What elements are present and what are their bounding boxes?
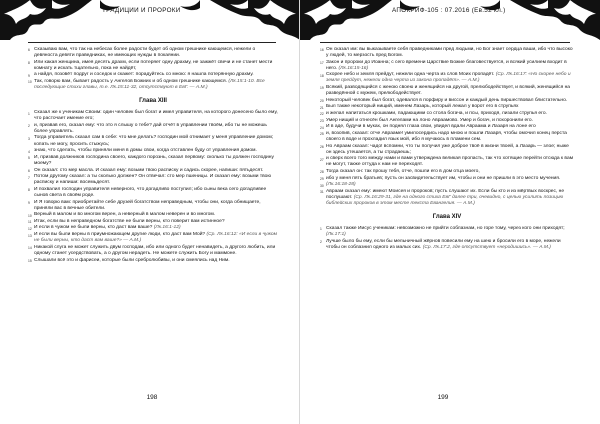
verse-list — [28, 110, 278, 263]
verse — [320, 226, 574, 238]
verse — [320, 85, 574, 97]
verse — [28, 225, 278, 231]
verse-list — [320, 47, 574, 207]
verse — [28, 232, 278, 244]
page-number: 199 — [437, 394, 449, 401]
verse-text: И Я говорю вам: приобретайте себе друзей богатством неправедным, чтобы они, когда обнищаете, приняли вас в вечные обители. — [34, 199, 261, 211]
verse — [320, 131, 574, 143]
header-ornament-right — [300, 0, 600, 40]
verse-text: Слышали всё это и фарисеи, которые были сребролюбивы, и они смеялись над Ним. — [34, 257, 230, 263]
verse — [320, 189, 574, 207]
verse-number: 28 — [320, 170, 324, 175]
verse-note: (Ср. Лк.16:12: «И если в чужом не были верны, кто даст вам ваше?» — А.М.) — [34, 232, 277, 244]
verse-number: 22 — [320, 112, 324, 117]
verse — [28, 123, 278, 135]
verse-number: 9 — [28, 200, 30, 205]
verse — [28, 72, 278, 78]
verse-text: Но Авраам сказал: чадо! вспомни, что ты получил уже доброе твоё в жизни твоей, а Лазарь — злое; ныже он здесь утешается, а ты страдаешь; — [326, 143, 569, 155]
verse-text: Тогда управитель сказал сам в себе: что мне делать? господин мой отнимает у меня управление домом; копать не могу, просить стыжусь; — [34, 135, 274, 147]
verse — [320, 169, 574, 175]
verse-number: 16 — [320, 48, 324, 53]
verse-text: Верный в малом и во многом верен, а неверный в малом неверен и во многом. — [34, 212, 216, 218]
verse — [320, 124, 574, 130]
verse-text: Всякий, разводящийся с женою своею и женящийся на другой, прелюбодействует, и всякий, женящийся на разведённой с мужем, прелюбодействует. — [326, 85, 571, 97]
verse — [320, 111, 574, 117]
verse-text: Скорее небо и земля прейдут, нежели одна черта из слов Моих пропадёт. — [326, 72, 495, 78]
verse-number: 18 — [320, 73, 324, 78]
verse — [28, 135, 278, 147]
verse — [320, 72, 574, 84]
verse-text: Авраам сказал ему: имеют Моисея и пророков; пусть слушают их. Если бы кто и из мёртвых воскрес, не послушают. — [326, 188, 565, 200]
verse-number: 10 — [28, 213, 32, 218]
verse-number: 1 — [320, 227, 322, 232]
verse-number: 20 — [320, 99, 324, 104]
verse — [28, 212, 278, 218]
verse-number: 2 — [28, 124, 30, 129]
verse — [320, 239, 574, 251]
verse — [28, 155, 278, 167]
verse — [28, 245, 278, 257]
verse-number: 23 — [320, 119, 324, 124]
verse-text: И похвалил господин управителя неверного, что догадливо поступил; ибо сыны века сего догадливее сынов света в своём роде. — [34, 186, 267, 198]
verse-number: 4 — [28, 149, 30, 154]
verse-number: 25 — [320, 132, 324, 137]
verse-text: и, призвав его, сказал ему: что это я слышу о тебе? дай отчёт в управлении твоём, ибо ты не можешь более управлять. — [34, 122, 267, 134]
chapter-heading: Глава XIII — [139, 98, 167, 105]
verse-text: Никакой слуга не может служить двум господам, ибо или одного будет ненавидеть, а другого любить, или одному станет усердствовать, а о другом нерадеть. Не можете служить Богу и маммоне. — [34, 244, 276, 256]
verse-note: (Лк.16:15-16) — [338, 65, 369, 71]
verse-list — [320, 226, 574, 251]
verse-number: 26 — [320, 145, 324, 150]
verse-number: 2 — [320, 240, 322, 245]
verse — [320, 144, 574, 156]
verse-text: И если в чужом не были верны, кто даст вам ваше? — [34, 225, 153, 231]
page-text — [28, 47, 278, 264]
verse-text: Тогда сказал он: так прошу тебя, отче, пошли его в дом отца моего, — [326, 169, 480, 175]
verse-number: 15 — [28, 258, 32, 263]
verse-note: (Ср. Лк.17:2, где отсутствует «неродишись». — А.М.) — [422, 244, 551, 250]
verse-text: И, призвав должников господина своего, каждого порознь, сказал первому: сколько ты должен господину моему? — [34, 154, 274, 166]
verse-text: Сказал также Иисус ученикам: невозможно не прийти соблазнам, но горе тому, через кого они приходят; — [326, 226, 565, 232]
verse-text: Был также некоторый нищий, именем Лазарь, который лежал у ворот его в струпьях — [326, 104, 519, 110]
verse-text: Умер нищий и отнесён был Ангелами на лоно Авраамово. Умер и богач, и похоронили его. — [326, 117, 533, 123]
verse-text: Закон и пророки до Иоанна; с сего времени Царствие Божие благовествуется, и всякий усилием входит в него. — [326, 59, 567, 71]
header-ornament-left — [0, 0, 300, 40]
verse-text: Потом другому сказал: а ты сколько должен? Он отвечал: сто мер пшеницы. И сказал ему: возьми твою расписку и напиши: восемьдесят. — [34, 174, 272, 186]
verse — [28, 200, 278, 212]
verse-number: 17 — [320, 61, 324, 66]
verse-number: 7 — [28, 175, 30, 180]
verse-text: и сверх всего того между нами и вами утверждена великая пропасть, так что хотящие перейти отсюда к вам не могут, также оттуда к нам не переходят. — [326, 156, 574, 168]
verse — [28, 187, 278, 199]
verse-number: 27 — [320, 157, 324, 162]
verse — [28, 47, 278, 59]
verse-number: 5 — [28, 156, 30, 161]
verse-text: Так, говорю вам, бывает радость у Ангелов Божиих и об одном грешнике кающемся. — [34, 79, 228, 85]
verse-text: Он сказал: сто мер масла. И сказал ему: возьми твою расписку и садись скорее, напиши: пятьдесят. — [34, 167, 264, 173]
verse-number: 9 — [28, 73, 30, 78]
verse-number: 19 — [320, 86, 324, 91]
verse-text: И если вы были верны в приумножающем другие люди, кто даст вам Мой? — [34, 232, 206, 238]
verse-number: 13 — [28, 233, 32, 238]
verse-number: 8 — [28, 188, 30, 193]
verse — [320, 104, 574, 110]
verse — [28, 219, 278, 225]
verse-list — [28, 47, 278, 91]
verse-number: 1 — [28, 111, 30, 116]
verse — [28, 168, 278, 174]
verse — [320, 182, 574, 188]
verse-number: 3 — [28, 136, 30, 141]
verse — [28, 258, 278, 264]
verse-note: (Ср. Лк.16:17: «Но скорее небо и земля прейдут, нежели одна черта из закона пропадёт». — А.М.) — [326, 72, 571, 84]
verse-note: (Лк.17:1) — [326, 232, 346, 238]
verse-number: 30 — [320, 183, 324, 188]
verse — [28, 110, 278, 122]
verse-number: 21 — [320, 105, 324, 110]
verse-number: 31 — [320, 190, 324, 195]
verse-text: Он сказал им: вы выказываете себя праведниками пред людьми, но Бог знает сердца ваши, ибо что высоко у людей, то мерзость пред Богом. — [326, 47, 573, 59]
verse-note: (Лк.16:1-12) — [153, 225, 181, 231]
verse-number: 12 — [28, 226, 32, 231]
verse — [320, 156, 574, 168]
verse-text: Или какая женщина, имея десять драхм, если потеряет одну драхму, не зажжёт свечи и не станет мести комнату и искать тщательно, пока не найдёт, — [34, 59, 273, 71]
verse-number: 11 — [28, 220, 32, 225]
verse — [28, 148, 278, 154]
running-header: АПОКРИФ-105 : 07.2016 (Ев.52 кл.) — [392, 7, 506, 14]
verse — [28, 174, 278, 186]
verse-text: знаю, что сделать, чтобы приняли меня в домы свои, когда отставлен буду от управления домом. — [34, 148, 257, 154]
verse-text: Сказываю вам, что так на небесах более радости будет об одном грешнике кающемся, нежели о девяноста девяти праведниках, не имеющих нужды в покаянии. — [34, 47, 256, 59]
verse-text: а найдя, позовёт подруг и соседок и скажет: порадуйтесь со мною: я нашла потерянную драхму. — [34, 72, 254, 78]
verse-note: (Лк.16:18-28) — [326, 182, 356, 188]
page-number: 198 — [146, 394, 158, 401]
verse — [320, 118, 574, 124]
verse-text: и желал напитаться крошками, падающими со стола богача, и псы, приходя, лизали струпья его. — [326, 111, 547, 117]
right-page — [300, 0, 600, 424]
verse-note: (Лк.15:1-10. Все последующие стихи главы, т.е. Лк.15:11-32, отсутствуют в ЕвГ. — А.М.) — [34, 79, 265, 91]
verse — [28, 79, 278, 91]
verse-number: 29 — [320, 177, 324, 182]
verse-text: ибо у меня пять братьев; пусть он засвидетельствует им, чтобы и они не пришли в это место мучения. — [326, 175, 561, 181]
verse-text: Лучше было бы ему, если бы мельничный жёрнов повесили ему на шею и бросили его в море, нежели чтобы он соблазнил одного из малых сих. — [326, 238, 561, 250]
verse-number: 6 — [28, 48, 30, 53]
verse — [320, 176, 574, 182]
verse-number: 6 — [28, 168, 30, 173]
verse-text: Итак, если вы в неправедном богатстве не были верны, кто поверит вам истинное? — [34, 218, 225, 224]
verse-text: Некоторый человек был богат, одевался в порфиру и виссон и каждый день пиршествовал блистательно. — [326, 97, 568, 103]
running-header: ТРАДИЦИИ И ПРОРОКИ — [102, 7, 181, 14]
verse — [320, 47, 574, 59]
page-text — [320, 47, 574, 251]
verse — [320, 98, 574, 104]
verse-note: (Ср. Лк.16:29-31, где на одного стиха ЕвГ далее три, очевидно, с целью усилить позицию библейских пророков в этом месте текста Евангелия. — А.М.) — [326, 194, 564, 207]
tribal-ornament-icon — [300, 0, 600, 40]
verse — [28, 60, 278, 72]
verse — [320, 60, 574, 72]
verse-text: Сказал же к ученикам Своим: один человек был богат и имел управителя, на которого донесено было ему, что расточает имение его; — [34, 110, 278, 122]
header-rule — [28, 42, 276, 43]
tribal-ornament-icon — [0, 0, 300, 40]
verse-text: и, возопив, сказал: отче Аврааме! умилосердись надо мною и пошли Лазаря, чтобы омочил конец перста своего в воде и прохладил язык мой, ибо я мучаюсь в пламени сем. — [326, 130, 567, 142]
verse-text: И в аде, будучи в муках, он поднял глаза свои, увидел вдали Авраама и Лазаря на лоне его — [326, 124, 536, 130]
verse-number: 8 — [28, 61, 30, 66]
verse-number: 24 — [320, 125, 324, 130]
verse-number: 14 — [28, 246, 32, 251]
verse-number: 10 — [28, 80, 32, 85]
chapter-heading: Глава XIV — [432, 214, 462, 221]
header-rule — [320, 42, 570, 43]
